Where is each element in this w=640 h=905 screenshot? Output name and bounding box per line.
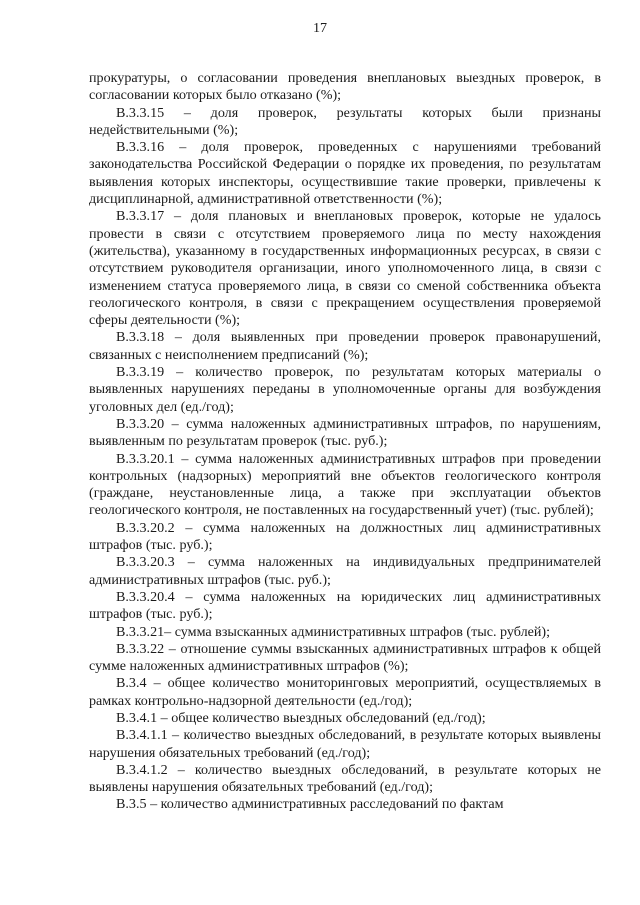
paragraph: B.3.3.19 – количество проверок, по результатам которых материалы о выявленных нарушениях переданы в уполномоченные органы для возбуждения уголовных дел (ед./год); (89, 364, 601, 415)
paragraph: B.3.3.20.3 – сумма наложенных на индивидуальных предпринимателей административных штрафов (тыс. руб.); (89, 554, 601, 588)
paragraph: B.3.3.17 – доля плановых и внеплановых проверок, которые не удалось провести в связи с отсутствием проверяемого лица по месту нахождения (жительства), указанному в государственных информационных ресурсах, в связи с отсутствием руководителя организации, иного уполномоченного лица, в связи с изменением статуса проверяемого лица, в связи со сменой собственника объекта геологического контроля, в связи с прекращением осуществления проверяемой сферы деятельности (%); (89, 208, 601, 329)
paragraph: B.3.4.1.1 – количество выездных обследований, в результате которых выявлены нарушения обязательных требований (ед./год); (89, 727, 601, 761)
paragraph: B.3.3.18 – доля выявленных при проведении проверок правонарушений, связанных с неисполнением предписаний (%); (89, 329, 601, 363)
paragraph: B.3.3.20 – сумма наложенных административных штрафов, по нарушениям, выявленным по результатам проверок (тыс. руб.); (89, 415, 601, 450)
paragraph: B.3.3.22 – отношение суммы взысканных административных штрафов к общей сумме наложенных административных штрафов (%); (89, 640, 601, 675)
paragraph: B.3.4.1.2 – количество выездных обследований, в результате которых не выявлены нарушения обязательных требований (ед./год); (89, 761, 601, 796)
paragraph: B.3.3.20.1 – сумма наложенных административных штрафов при проведении контрольных (надзорных) мероприятий вне объектов геологического контроля (граждане, неустановленные лица, а также при эксплуатации объектов геологического контроля, не поставленных на государственный учет) (тыс. рублей); (89, 450, 601, 519)
paragraph: B.3.4 – общее количество мониторинговых мероприятий, осуществляемых в рамках контрольно-надзорной деятельности (ед./год); (89, 675, 601, 709)
paragraph: B.3.4.1 – общее количество выездных обследований (ед./год); (116, 709, 486, 726)
paragraph: B.3.3.21– сумма взысканных административных штрафов (тыс. рублей); (116, 623, 551, 640)
paragraph: B.3.3.20.2 – сумма наложенных на должностных лиц административных штрафов (тыс. руб.); (89, 519, 601, 554)
paragraph: B.3.5 – количество административных расследований по фактам (116, 796, 504, 813)
paragraph: B.3.3.15 – доля проверок, результаты которых были признаны недействительными (%); (89, 104, 601, 138)
page-number: 17 (312, 20, 328, 36)
document-body (89, 70, 601, 814)
paragraph: прокуратуры, о согласовании проведения внеплановых выездных проверок, в согласовании которых было отказано (%); (89, 70, 601, 104)
paragraph: B.3.3.16 – доля проверок, проведенных с нарушениями требований законодательства Российской Федерации о порядке их проведения, по результатам выявления которых инспекторы, осуществившие такие проверки, привлечены к дисциплинарной, административной ответственности (%); (89, 139, 601, 208)
paragraph: B.3.3.20.4 – сумма наложенных на юридических лиц административных штрафов (тыс. руб.); (89, 588, 601, 623)
